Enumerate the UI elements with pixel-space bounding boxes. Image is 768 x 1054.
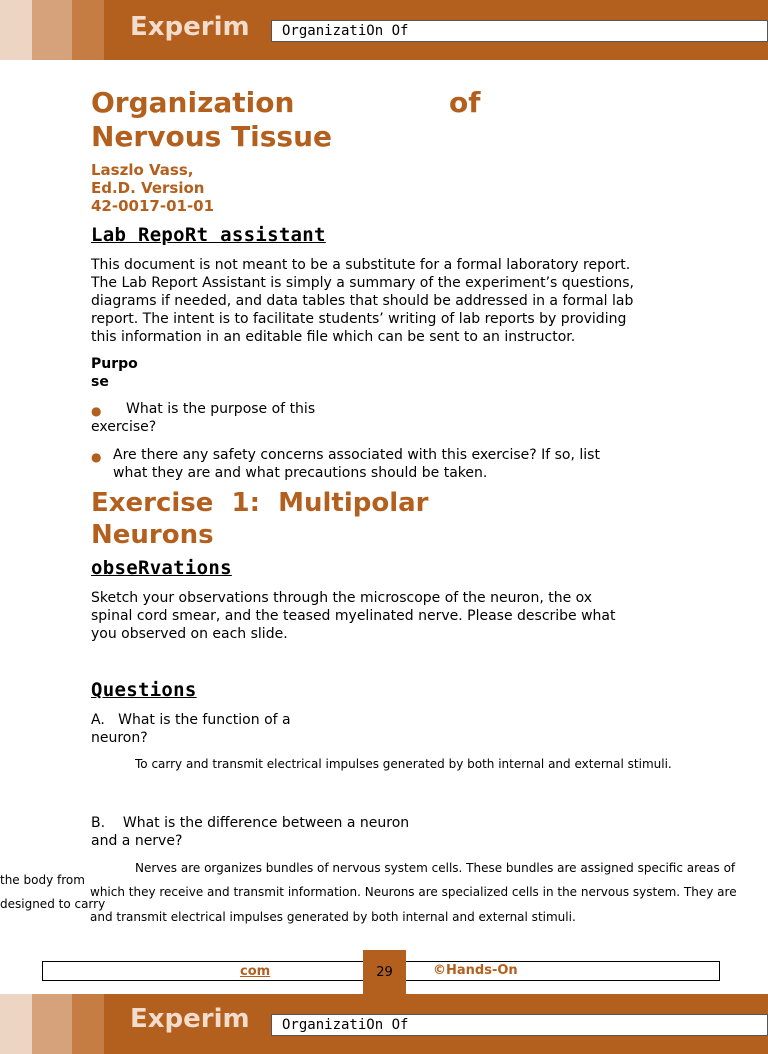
header-swatch-2: [32, 994, 72, 1054]
document-meta: [91, 161, 214, 215]
answer-b-line2-start: the body from: [0, 873, 85, 887]
lab-report-paragraph: [91, 256, 691, 346]
header-chip: OrganizatiOn Of: [271, 20, 768, 42]
purpose-label-part: Purpo: [91, 356, 138, 372]
page-number-box: [363, 950, 406, 994]
observations-heading: obseRvations: [91, 557, 232, 579]
answer-b-line3: and transmit electrical impulses generated by both internal and external stimuli.: [90, 910, 576, 924]
lab-report-line: diagrams if needed, and data tables that should be addressed in a formal lab: [91, 293, 634, 309]
question-a-line: A. What is the function of a: [91, 712, 291, 728]
version: Ed.D. Version: [91, 179, 205, 197]
footer-link[interactable]: com: [240, 964, 271, 979]
page-title-line2: Nervous Tissue: [91, 120, 333, 153]
product-code: 42-0017-01-01: [91, 197, 215, 215]
next-header-chip: OrganizatiOn Of: [271, 1014, 768, 1036]
header-swatch-3: [72, 0, 104, 60]
header-swatch-1: [0, 994, 32, 1054]
question-a: [91, 711, 291, 747]
observations-line: Sketch your observations through the microscope of the neuron, the ox: [91, 590, 593, 606]
next-page-header-band: [0, 994, 768, 1054]
lab-report-line: this information in an editable file which can be sent to an instructor.: [91, 329, 576, 345]
header-swatch-1: [0, 0, 32, 60]
bullet-text: Are there any safety concerns associated with this exercise? If so, list: [113, 447, 600, 463]
answer-b-line3-start: designed to carry: [0, 897, 106, 911]
bullet-text: What is the purpose of this: [126, 401, 316, 417]
observations-line: spinal cord smear, and the teased myelinated nerve. Please describe what: [91, 608, 616, 624]
lab-report-line: The Lab Report Assistant is simply a summary of the experiment’s questions,: [91, 275, 635, 291]
purpose-label: [91, 355, 138, 391]
header-swatch-3: [72, 994, 104, 1054]
observations-line: you observed on each slide.: [91, 626, 288, 642]
exercise-title: [91, 487, 429, 551]
answer-b-line1: Nerves are organizes bundles of nervous system cells. These bundles are assigned specific areas of: [135, 861, 736, 875]
next-header-brand: Experim: [130, 1004, 250, 1034]
question-b-line: B. What is the difference between a neuron: [91, 815, 410, 831]
page-number: 29: [376, 965, 393, 980]
footer-copyright: ©Hands-On: [433, 963, 518, 978]
bullet-icon: ●: [91, 404, 102, 418]
answer-b-line2: which they receive and transmit information. Neurons are specialized cells in the nervous system. They are: [90, 885, 737, 899]
author: Laszlo Vass,: [91, 161, 194, 179]
header-swatch-2: [32, 0, 72, 60]
header-band: [0, 0, 768, 60]
exercise-title-line: Neurons: [91, 520, 214, 550]
observations-paragraph: [91, 589, 691, 643]
page-title-line1: [91, 86, 491, 120]
title-of: of: [449, 86, 481, 119]
question-b-line: and a nerve?: [91, 833, 183, 849]
bullet-text: what they are and what precautions should be taken.: [113, 465, 488, 481]
question-a-line: neuron?: [91, 730, 148, 746]
purpose-label-part: se: [91, 374, 109, 390]
lab-report-line: This document is not meant to be a substitute for a formal laboratory report.: [91, 257, 631, 273]
exercise-title-line: Exercise 1: Multipolar: [91, 488, 429, 518]
bullet-icon: ●: [91, 450, 102, 464]
bullet-text: exercise?: [91, 419, 157, 435]
lab-report-heading: Lab RepoRt assistant: [91, 224, 326, 246]
question-b: [91, 814, 409, 850]
answer-a: To carry and transmit electrical impulses generated by both internal and external stimuli.: [135, 757, 672, 771]
lab-report-line: report. The intent is to facilitate students’ writing of lab reports by providing: [91, 311, 627, 327]
header-brand: Experim: [130, 12, 250, 42]
title-organization: Organization: [91, 86, 295, 119]
questions-heading: Questions: [91, 679, 197, 701]
